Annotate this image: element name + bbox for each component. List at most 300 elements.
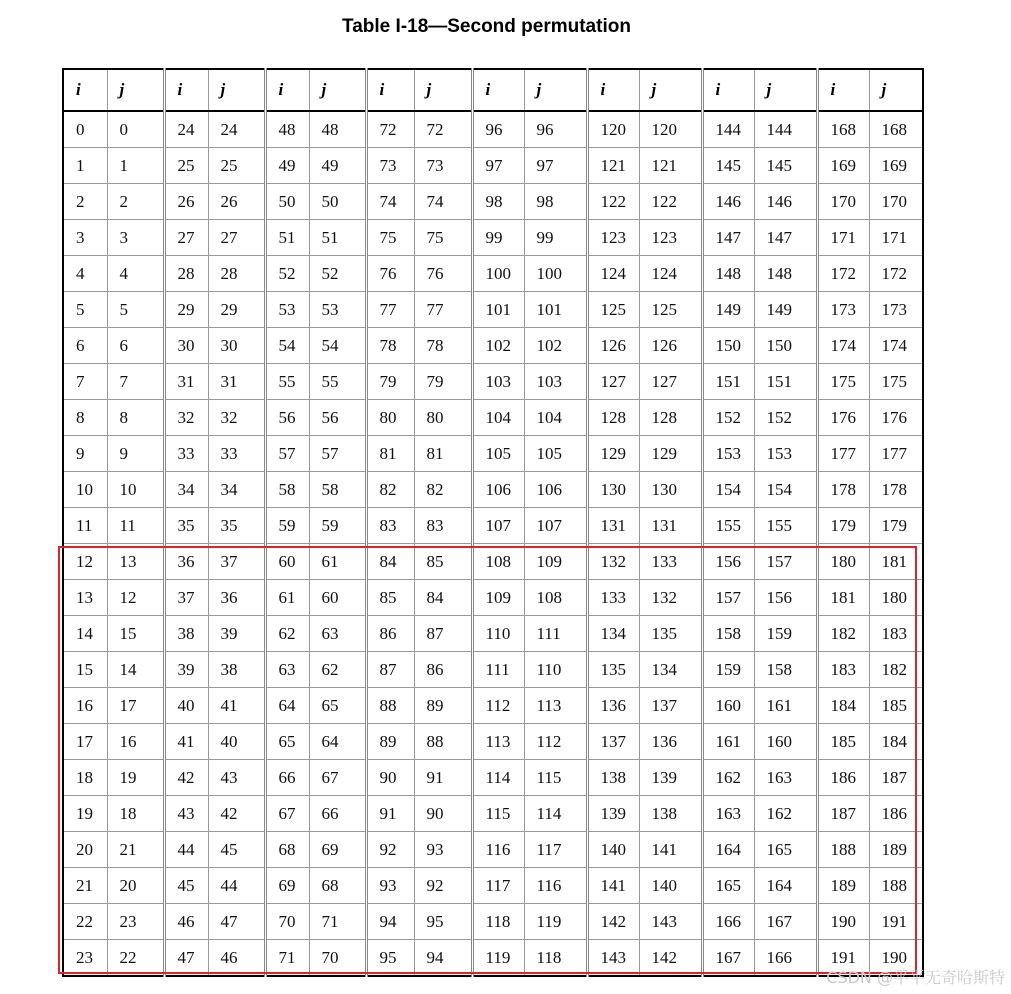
cell-j: 39	[208, 616, 265, 652]
cell-j: 27	[208, 220, 265, 256]
cell-j: 183	[869, 616, 923, 652]
cell-i: 107	[472, 508, 524, 544]
cell-j: 88	[414, 724, 472, 760]
table-row	[63, 868, 923, 904]
cell-j: 54	[309, 328, 366, 364]
cell-j: 110	[524, 652, 587, 688]
cell-i: 179	[817, 508, 869, 544]
cell-j: 130	[639, 472, 702, 508]
cell-i: 185	[817, 724, 869, 760]
cell-j: 153	[754, 436, 817, 472]
cell-i: 119	[472, 940, 524, 977]
cell-j: 98	[524, 184, 587, 220]
cell-j: 142	[639, 940, 702, 977]
cell-j: 41	[208, 688, 265, 724]
cell-i: 134	[587, 616, 639, 652]
cell-i: 109	[472, 580, 524, 616]
cell-i: 62	[265, 616, 309, 652]
cell-i: 32	[164, 400, 208, 436]
cell-j: 49	[309, 148, 366, 184]
cell-i: 67	[265, 796, 309, 832]
cell-i: 15	[63, 652, 107, 688]
cell-j: 68	[309, 868, 366, 904]
cell-i: 133	[587, 580, 639, 616]
cell-i: 163	[702, 796, 754, 832]
cell-i: 173	[817, 292, 869, 328]
cell-j: 17	[107, 688, 164, 724]
cell-i: 135	[587, 652, 639, 688]
cell-j: 70	[309, 940, 366, 977]
cell-i: 137	[587, 724, 639, 760]
cell-j: 75	[414, 220, 472, 256]
cell-i: 164	[702, 832, 754, 868]
cell-j: 43	[208, 760, 265, 796]
cell-i: 74	[366, 184, 414, 220]
cell-i: 4	[63, 256, 107, 292]
table-row	[63, 652, 923, 688]
cell-j: 143	[639, 904, 702, 940]
table-row	[63, 760, 923, 796]
table-row	[63, 616, 923, 652]
cell-i: 115	[472, 796, 524, 832]
cell-i: 86	[366, 616, 414, 652]
column-header-j: j	[414, 69, 472, 111]
cell-j: 186	[869, 796, 923, 832]
table-row	[63, 724, 923, 760]
cell-i: 150	[702, 328, 754, 364]
cell-i: 145	[702, 148, 754, 184]
cell-j: 18	[107, 796, 164, 832]
cell-i: 95	[366, 940, 414, 977]
cell-j: 182	[869, 652, 923, 688]
cell-j: 145	[754, 148, 817, 184]
cell-i: 2	[63, 184, 107, 220]
cell-j: 160	[754, 724, 817, 760]
cell-j: 53	[309, 292, 366, 328]
cell-j: 21	[107, 832, 164, 868]
cell-i: 20	[63, 832, 107, 868]
table-row	[63, 184, 923, 220]
cell-i: 112	[472, 688, 524, 724]
cell-i: 155	[702, 508, 754, 544]
cell-j: 128	[639, 400, 702, 436]
cell-i: 128	[587, 400, 639, 436]
cell-j: 159	[754, 616, 817, 652]
cell-j: 20	[107, 868, 164, 904]
cell-i: 103	[472, 364, 524, 400]
cell-i: 5	[63, 292, 107, 328]
cell-j: 125	[639, 292, 702, 328]
cell-j: 115	[524, 760, 587, 796]
cell-i: 58	[265, 472, 309, 508]
cell-i: 178	[817, 472, 869, 508]
cell-i: 73	[366, 148, 414, 184]
cell-i: 100	[472, 256, 524, 292]
cell-j: 23	[107, 904, 164, 940]
cell-j: 24	[208, 111, 265, 148]
cell-j: 101	[524, 292, 587, 328]
cell-i: 99	[472, 220, 524, 256]
cell-i: 71	[265, 940, 309, 977]
cell-j: 180	[869, 580, 923, 616]
cell-j: 112	[524, 724, 587, 760]
cell-j: 80	[414, 400, 472, 436]
cell-j: 33	[208, 436, 265, 472]
cell-j: 122	[639, 184, 702, 220]
cell-i: 104	[472, 400, 524, 436]
column-header-j: j	[754, 69, 817, 111]
cell-i: 18	[63, 760, 107, 796]
cell-i: 69	[265, 868, 309, 904]
cell-j: 59	[309, 508, 366, 544]
cell-j: 140	[639, 868, 702, 904]
cell-i: 33	[164, 436, 208, 472]
cell-j: 84	[414, 580, 472, 616]
cell-j: 25	[208, 148, 265, 184]
cell-i: 80	[366, 400, 414, 436]
cell-j: 65	[309, 688, 366, 724]
cell-i: 169	[817, 148, 869, 184]
cell-j: 37	[208, 544, 265, 580]
cell-i: 82	[366, 472, 414, 508]
cell-j: 66	[309, 796, 366, 832]
cell-i: 162	[702, 760, 754, 796]
cell-j: 154	[754, 472, 817, 508]
cell-j: 97	[524, 148, 587, 184]
cell-i: 72	[366, 111, 414, 148]
cell-i: 14	[63, 616, 107, 652]
cell-i: 158	[702, 616, 754, 652]
cell-i: 31	[164, 364, 208, 400]
cell-i: 7	[63, 364, 107, 400]
cell-i: 101	[472, 292, 524, 328]
cell-i: 45	[164, 868, 208, 904]
column-header-j: j	[309, 69, 366, 111]
cell-j: 113	[524, 688, 587, 724]
cell-i: 165	[702, 868, 754, 904]
cell-i: 41	[164, 724, 208, 760]
cell-i: 46	[164, 904, 208, 940]
cell-i: 189	[817, 868, 869, 904]
table-row	[63, 400, 923, 436]
cell-i: 91	[366, 796, 414, 832]
table-row	[63, 832, 923, 868]
cell-j: 94	[414, 940, 472, 977]
cell-j: 146	[754, 184, 817, 220]
cell-j: 26	[208, 184, 265, 220]
cell-j: 117	[524, 832, 587, 868]
cell-i: 84	[366, 544, 414, 580]
cell-j: 42	[208, 796, 265, 832]
cell-i: 152	[702, 400, 754, 436]
cell-i: 160	[702, 688, 754, 724]
table-row	[63, 220, 923, 256]
cell-j: 120	[639, 111, 702, 148]
cell-i: 21	[63, 868, 107, 904]
permutation-table	[62, 68, 924, 977]
cell-i: 126	[587, 328, 639, 364]
cell-i: 118	[472, 904, 524, 940]
column-header-i: i	[587, 69, 639, 111]
watermark: CSDN @平平无奇哈斯特	[826, 968, 1005, 987]
cell-i: 50	[265, 184, 309, 220]
cell-i: 65	[265, 724, 309, 760]
cell-j: 102	[524, 328, 587, 364]
cell-i: 26	[164, 184, 208, 220]
cell-i: 38	[164, 616, 208, 652]
cell-i: 114	[472, 760, 524, 796]
cell-j: 121	[639, 148, 702, 184]
cell-i: 59	[265, 508, 309, 544]
cell-j: 78	[414, 328, 472, 364]
cell-i: 16	[63, 688, 107, 724]
cell-i: 180	[817, 544, 869, 580]
cell-i: 35	[164, 508, 208, 544]
cell-j: 79	[414, 364, 472, 400]
cell-j: 190	[869, 940, 923, 977]
cell-j: 5	[107, 292, 164, 328]
cell-i: 181	[817, 580, 869, 616]
cell-j: 8	[107, 400, 164, 436]
cell-i: 29	[164, 292, 208, 328]
cell-i: 3	[63, 220, 107, 256]
cell-i: 57	[265, 436, 309, 472]
cell-i: 176	[817, 400, 869, 436]
cell-i: 83	[366, 508, 414, 544]
cell-j: 148	[754, 256, 817, 292]
cell-j: 81	[414, 436, 472, 472]
cell-i: 102	[472, 328, 524, 364]
cell-i: 76	[366, 256, 414, 292]
cell-j: 184	[869, 724, 923, 760]
cell-i: 8	[63, 400, 107, 436]
cell-j: 9	[107, 436, 164, 472]
cell-i: 132	[587, 544, 639, 580]
cell-j: 19	[107, 760, 164, 796]
cell-i: 123	[587, 220, 639, 256]
cell-j: 177	[869, 436, 923, 472]
cell-i: 127	[587, 364, 639, 400]
cell-i: 140	[587, 832, 639, 868]
cell-j: 104	[524, 400, 587, 436]
cell-i: 96	[472, 111, 524, 148]
cell-j: 74	[414, 184, 472, 220]
cell-j: 116	[524, 868, 587, 904]
cell-j: 139	[639, 760, 702, 796]
cell-i: 42	[164, 760, 208, 796]
cell-i: 56	[265, 400, 309, 436]
cell-j: 30	[208, 328, 265, 364]
cell-i: 159	[702, 652, 754, 688]
cell-i: 168	[817, 111, 869, 148]
cell-j: 71	[309, 904, 366, 940]
cell-j: 38	[208, 652, 265, 688]
cell-j: 119	[524, 904, 587, 940]
table-row	[63, 688, 923, 724]
cell-j: 185	[869, 688, 923, 724]
cell-i: 92	[366, 832, 414, 868]
cell-j: 144	[754, 111, 817, 148]
cell-i: 125	[587, 292, 639, 328]
cell-j: 99	[524, 220, 587, 256]
table-row	[63, 904, 923, 940]
cell-i: 30	[164, 328, 208, 364]
cell-j: 135	[639, 616, 702, 652]
cell-j: 109	[524, 544, 587, 580]
cell-j: 45	[208, 832, 265, 868]
table-row	[63, 148, 923, 184]
cell-j: 156	[754, 580, 817, 616]
cell-j: 1	[107, 148, 164, 184]
cell-j: 40	[208, 724, 265, 760]
cell-j: 51	[309, 220, 366, 256]
cell-j: 82	[414, 472, 472, 508]
cell-j: 87	[414, 616, 472, 652]
cell-j: 123	[639, 220, 702, 256]
cell-j: 34	[208, 472, 265, 508]
cell-i: 141	[587, 868, 639, 904]
cell-j: 31	[208, 364, 265, 400]
cell-i: 66	[265, 760, 309, 796]
cell-j: 95	[414, 904, 472, 940]
cell-i: 40	[164, 688, 208, 724]
cell-i: 151	[702, 364, 754, 400]
cell-j: 50	[309, 184, 366, 220]
cell-j: 174	[869, 328, 923, 364]
cell-i: 90	[366, 760, 414, 796]
column-header-j: j	[107, 69, 164, 111]
cell-i: 98	[472, 184, 524, 220]
column-header-j: j	[639, 69, 702, 111]
cell-i: 19	[63, 796, 107, 832]
cell-i: 64	[265, 688, 309, 724]
cell-i: 143	[587, 940, 639, 977]
cell-j: 162	[754, 796, 817, 832]
cell-i: 157	[702, 580, 754, 616]
cell-i: 43	[164, 796, 208, 832]
cell-i: 34	[164, 472, 208, 508]
cell-j: 158	[754, 652, 817, 688]
cell-j: 63	[309, 616, 366, 652]
cell-i: 89	[366, 724, 414, 760]
cell-j: 136	[639, 724, 702, 760]
cell-j: 62	[309, 652, 366, 688]
cell-i: 108	[472, 544, 524, 580]
cell-j: 7	[107, 364, 164, 400]
cell-i: 9	[63, 436, 107, 472]
cell-j: 44	[208, 868, 265, 904]
cell-i: 120	[587, 111, 639, 148]
cell-j: 77	[414, 292, 472, 328]
cell-j: 176	[869, 400, 923, 436]
cell-i: 175	[817, 364, 869, 400]
cell-j: 22	[107, 940, 164, 977]
table-row	[63, 544, 923, 580]
cell-j: 52	[309, 256, 366, 292]
cell-j: 173	[869, 292, 923, 328]
cell-i: 81	[366, 436, 414, 472]
cell-i: 10	[63, 472, 107, 508]
cell-i: 49	[265, 148, 309, 184]
cell-j: 29	[208, 292, 265, 328]
table-row	[63, 940, 923, 977]
cell-i: 186	[817, 760, 869, 796]
cell-j: 149	[754, 292, 817, 328]
cell-j: 73	[414, 148, 472, 184]
cell-i: 78	[366, 328, 414, 364]
cell-j: 165	[754, 832, 817, 868]
column-header-i: i	[702, 69, 754, 111]
cell-j: 64	[309, 724, 366, 760]
cell-j: 147	[754, 220, 817, 256]
cell-i: 53	[265, 292, 309, 328]
cell-i: 177	[817, 436, 869, 472]
cell-j: 105	[524, 436, 587, 472]
cell-i: 130	[587, 472, 639, 508]
cell-j: 3	[107, 220, 164, 256]
column-header-j: j	[524, 69, 587, 111]
cell-j: 48	[309, 111, 366, 148]
cell-j: 169	[869, 148, 923, 184]
cell-j: 181	[869, 544, 923, 580]
cell-j: 47	[208, 904, 265, 940]
cell-i: 60	[265, 544, 309, 580]
cell-j: 96	[524, 111, 587, 148]
cell-j: 61	[309, 544, 366, 580]
cell-j: 46	[208, 940, 265, 977]
cell-j: 57	[309, 436, 366, 472]
cell-i: 153	[702, 436, 754, 472]
header-row	[63, 69, 923, 111]
cell-j: 152	[754, 400, 817, 436]
table-row	[63, 508, 923, 544]
table-body	[63, 111, 923, 976]
cell-i: 110	[472, 616, 524, 652]
cell-j: 56	[309, 400, 366, 436]
cell-i: 36	[164, 544, 208, 580]
cell-j: 76	[414, 256, 472, 292]
cell-j: 86	[414, 652, 472, 688]
cell-j: 132	[639, 580, 702, 616]
cell-j: 72	[414, 111, 472, 148]
column-header-i: i	[265, 69, 309, 111]
column-header-i: i	[366, 69, 414, 111]
column-header-j: j	[208, 69, 265, 111]
cell-i: 24	[164, 111, 208, 148]
cell-i: 149	[702, 292, 754, 328]
cell-j: 60	[309, 580, 366, 616]
cell-i: 146	[702, 184, 754, 220]
cell-i: 52	[265, 256, 309, 292]
cell-j: 28	[208, 256, 265, 292]
cell-i: 111	[472, 652, 524, 688]
cell-j: 138	[639, 796, 702, 832]
cell-j: 141	[639, 832, 702, 868]
cell-j: 92	[414, 868, 472, 904]
cell-i: 138	[587, 760, 639, 796]
cell-i: 188	[817, 832, 869, 868]
cell-j: 14	[107, 652, 164, 688]
cell-i: 183	[817, 652, 869, 688]
column-header-i: i	[63, 69, 107, 111]
cell-j: 175	[869, 364, 923, 400]
cell-i: 75	[366, 220, 414, 256]
cell-i: 113	[472, 724, 524, 760]
cell-i: 167	[702, 940, 754, 977]
table-row	[63, 292, 923, 328]
cell-i: 117	[472, 868, 524, 904]
cell-i: 54	[265, 328, 309, 364]
